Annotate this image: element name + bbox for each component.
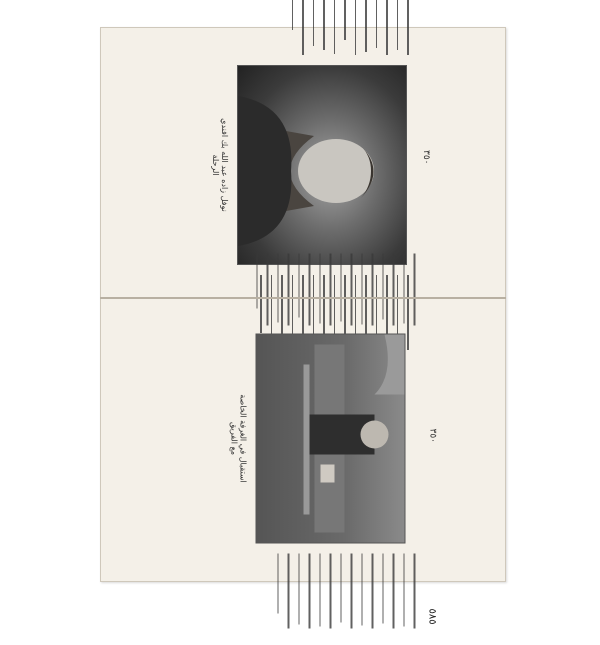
folded-sheet: [100, 27, 506, 625]
bottom-page: [101, 300, 507, 625]
photo-caption: [211, 65, 229, 265]
portrait-photo: [237, 65, 407, 265]
text-column-left: [248, 254, 416, 326]
caption-line: مع الفريق: [229, 421, 239, 456]
portrait-figure-icon: [238, 66, 406, 264]
caption-line: نوفل زاده عبد الله بك افندي: [220, 118, 229, 212]
text-column-left: [283, 0, 409, 55]
page-number: ٥٨٥: [426, 608, 438, 625]
scene-photo: [256, 334, 406, 544]
text-column-right: [269, 554, 416, 629]
caption-line: استقبال في الغرفة الخاصة: [238, 394, 248, 483]
bottom-page-content: [163, 239, 446, 645]
page-fold: [100, 297, 506, 299]
photo-caption: [230, 334, 248, 544]
scene-figure-icon: [257, 335, 405, 543]
running-head: ٣٥٠: [427, 428, 438, 444]
running-head: ٣٥٠: [421, 150, 431, 165]
caption-line: الرحلة: [211, 154, 220, 176]
